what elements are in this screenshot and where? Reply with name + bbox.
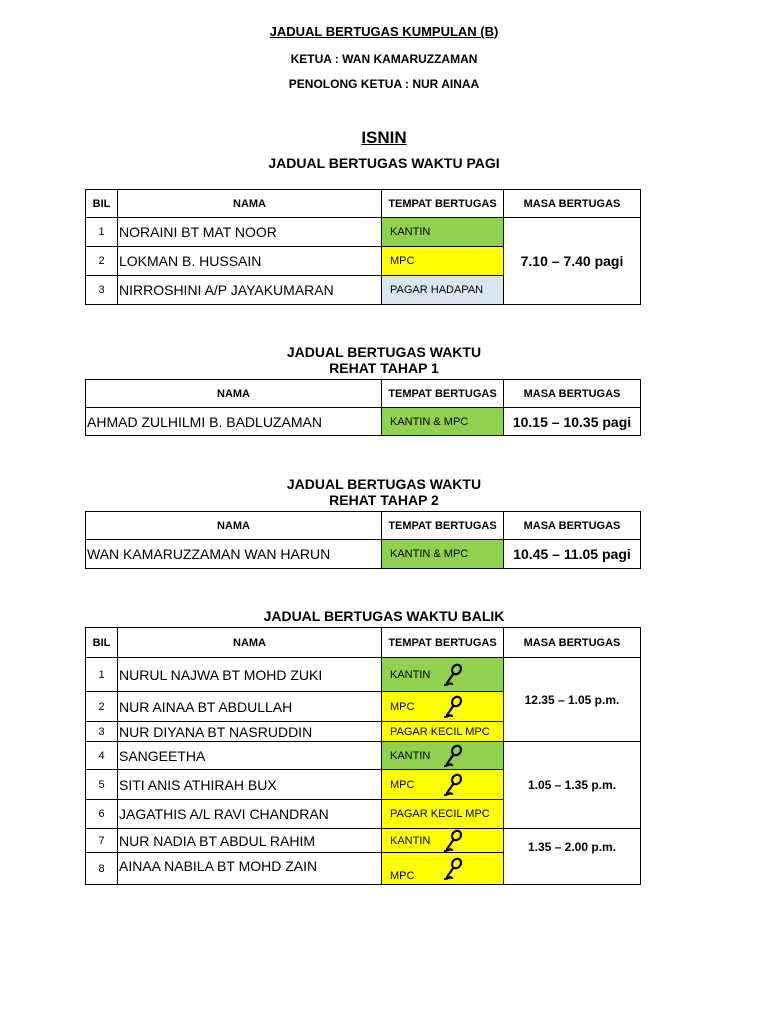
table-header-row xyxy=(86,380,641,408)
masa-cell: 12.35 – 1.05 p.m. xyxy=(504,658,641,742)
col-masa-header: MASA BERTUGAS xyxy=(504,628,641,658)
table-header-row xyxy=(86,512,641,540)
rehat1-table xyxy=(85,379,641,436)
microphone-icon xyxy=(442,829,464,853)
col-masa-header: MASA BERTUGAS xyxy=(504,512,641,540)
bil-cell: 3 xyxy=(86,276,118,305)
nama-cell: NUR AINAA BT ABDULLAH xyxy=(118,692,382,722)
tempat-label: MPC xyxy=(390,870,415,882)
tempat-cell xyxy=(382,853,504,885)
bil-cell: 2 xyxy=(86,692,118,722)
tempat-cell xyxy=(382,658,504,692)
penolong-ketua-label: PENOLONG KETUA : NUR AINAA xyxy=(288,77,480,91)
col-tempat-header: TEMPAT BERTUGAS xyxy=(382,190,504,218)
microphone-icon xyxy=(442,663,464,687)
masa-cell: 10.15 – 10.35 pagi xyxy=(504,408,641,436)
tempat-label: MPC xyxy=(390,778,415,791)
microphone-icon xyxy=(442,695,464,719)
pagi-table xyxy=(85,189,641,305)
tempat-cell: KANTIN & MPC xyxy=(382,408,504,436)
bil-cell: 7 xyxy=(86,829,118,853)
table-header-row xyxy=(86,628,641,658)
table-row xyxy=(86,408,641,436)
microphone-icon xyxy=(442,744,464,768)
table-header-row xyxy=(86,190,641,218)
bil-cell: 4 xyxy=(86,742,118,770)
masa-cell: 1.35 – 2.00 p.m. xyxy=(504,829,641,885)
bil-cell: 6 xyxy=(86,800,118,829)
rehat1-title-line1: JADUAL BERTUGAS WAKTU xyxy=(286,344,482,360)
tempat-cell: KANTIN & MPC xyxy=(382,540,504,569)
col-masa-header: MASA BERTUGAS xyxy=(504,380,641,408)
tempat-label: KANTIN xyxy=(390,834,431,847)
masa-cell: 10.45 – 11.05 pagi xyxy=(504,540,641,569)
tempat-cell: MPC xyxy=(382,247,504,276)
nama-cell: LOKMAN B. HUSSAIN xyxy=(118,247,382,276)
table-row xyxy=(86,742,641,770)
tempat-cell: PAGAR KECIL MPC xyxy=(382,722,504,742)
col-masa-header: MASA BERTUGAS xyxy=(504,190,641,218)
tempat-cell: PAGAR HADAPAN xyxy=(382,276,504,305)
nama-cell: SANGEETHA xyxy=(118,742,382,770)
nama-cell: NUR DIYANA BT NASRUDDIN xyxy=(118,722,382,742)
nama-cell: WAN KAMARUZZAMAN WAN HARUN xyxy=(86,540,382,569)
col-tempat-header: TEMPAT BERTUGAS xyxy=(382,512,504,540)
rehat1-title-line2: REHAT TAHAP 1 xyxy=(329,360,439,376)
col-tempat-header: TEMPAT BERTUGAS xyxy=(382,380,504,408)
tempat-label: KANTIN xyxy=(390,668,431,681)
nama-cell: NURUL NAJWA BT MOHD ZUKI xyxy=(118,658,382,692)
table-row xyxy=(86,829,641,853)
document-title: JADUAL BERTUGAS KUMPULAN (B) xyxy=(269,24,499,39)
tempat-cell xyxy=(382,742,504,770)
col-bil-header: BIL xyxy=(86,628,118,658)
table-row xyxy=(86,540,641,569)
masa-cell: 7.10 – 7.40 pagi xyxy=(504,218,641,305)
rehat2-table xyxy=(85,511,641,569)
col-nama-header: NAMA xyxy=(118,190,382,218)
microphone-icon xyxy=(442,857,464,881)
bil-cell: 1 xyxy=(86,218,118,247)
tempat-cell xyxy=(382,770,504,800)
col-nama-header: NAMA xyxy=(118,628,382,658)
table-row xyxy=(86,218,641,247)
day-heading: ISNIN xyxy=(361,128,407,147)
nama-cell: NORAINI BT MAT NOOR xyxy=(118,218,382,247)
tempat-cell xyxy=(382,829,504,853)
ketua-label: KETUA : WAN KAMARUZZAMAN xyxy=(290,52,478,66)
rehat2-title-line2: REHAT TAHAP 2 xyxy=(329,492,439,508)
balik-table xyxy=(85,627,641,885)
tempat-label: MPC xyxy=(390,700,415,713)
bil-cell: 2 xyxy=(86,247,118,276)
microphone-icon xyxy=(442,773,464,797)
bil-cell: 8 xyxy=(86,853,118,885)
nama-cell: SITI ANIS ATHIRAH BUX xyxy=(118,770,382,800)
rehat2-title-line1: JADUAL BERTUGAS WAKTU xyxy=(286,476,482,492)
nama-cell: JAGATHIS A/L RAVI CHANDRAN xyxy=(118,800,382,829)
nama-cell: NIRROSHINI A/P JAYAKUMARAN xyxy=(118,276,382,305)
col-nama-header: NAMA xyxy=(86,380,382,408)
tempat-cell: KANTIN xyxy=(382,218,504,247)
nama-cell: NUR NADIA BT ABDUL RAHIM xyxy=(118,829,382,853)
nama-cell: AINAA NABILA BT MOHD ZAIN xyxy=(118,853,382,885)
balik-section-title: JADUAL BERTUGAS WAKTU BALIK xyxy=(263,608,505,624)
bil-cell: 3 xyxy=(86,722,118,742)
nama-cell: AHMAD ZULHILMI B. BADLUZAMAN xyxy=(86,408,382,436)
pagi-section-title: JADUAL BERTUGAS WAKTU PAGI xyxy=(268,155,500,171)
col-nama-header: NAMA xyxy=(86,512,382,540)
masa-cell: 1.05 – 1.35 p.m. xyxy=(504,742,641,829)
bil-cell: 1 xyxy=(86,658,118,692)
col-bil-header: BIL xyxy=(86,190,118,218)
tempat-cell: PAGAR KECIL MPC xyxy=(382,800,504,829)
tempat-label: KANTIN xyxy=(390,749,431,762)
col-tempat-header: TEMPAT BERTUGAS xyxy=(382,628,504,658)
bil-cell: 5 xyxy=(86,770,118,800)
table-row xyxy=(86,658,641,692)
tempat-cell xyxy=(382,692,504,722)
